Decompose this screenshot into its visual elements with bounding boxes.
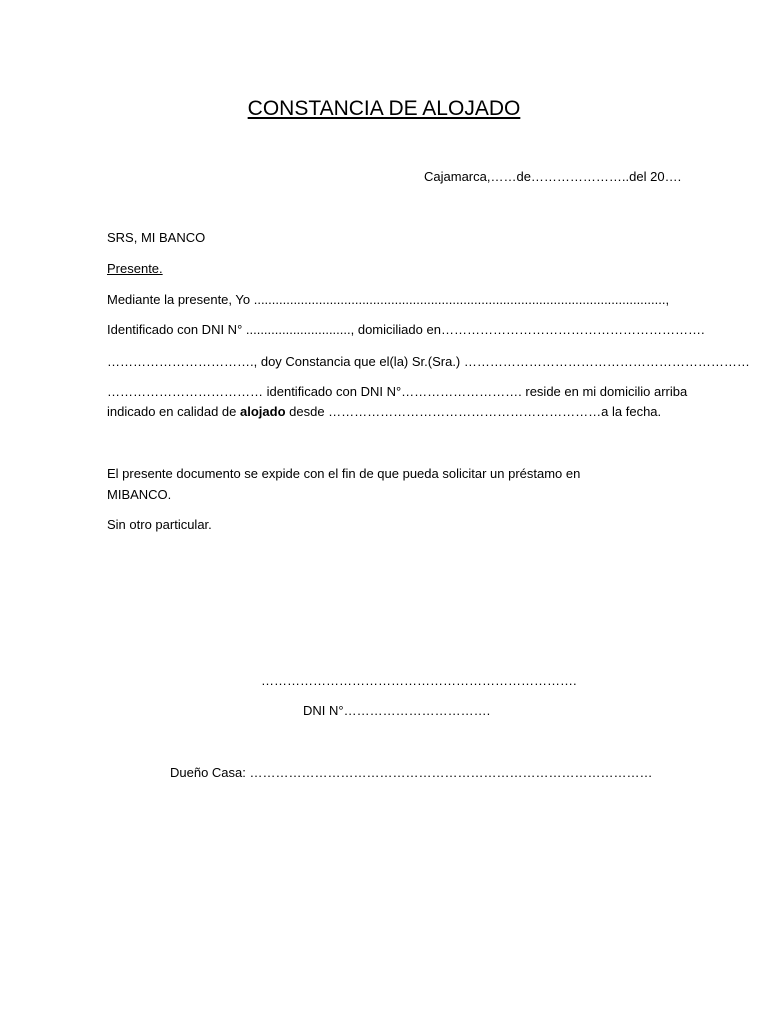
purpose-line-2: MIBANCO.: [107, 487, 172, 502]
body-line-5-after: desde ………………………………………………………a la fecha.: [285, 404, 662, 419]
alojado-term: alojado: [240, 404, 286, 419]
body-line-5-before: indicado en calidad de: [107, 404, 240, 419]
body-line-4: ……………………………… identificado con DNI N°………………………. reside en mi domicilio arriba: [107, 384, 688, 399]
body-line-2: Identificado con DNI N° ............................., domiciliado en…………………………………………………….: [107, 322, 705, 337]
body-line-1: Mediante la presente, Yo ..................................................................................................................,: [107, 292, 670, 307]
signature-line: ……………………………………………………………….: [261, 673, 577, 688]
body-line-5: [107, 403, 661, 421]
date-line: Cajamarca,……de…………………..del 20….: [424, 169, 682, 184]
recipient: SRS, MI BANCO: [107, 230, 206, 245]
closing: Sin otro particular.: [107, 517, 212, 532]
document-title: CONSTANCIA DE ALOJADO: [247, 97, 521, 120]
dni-field: DNI N°…………………………….: [303, 703, 491, 718]
owner-field: Dueño Casa: …………………………………………………………………………………: [170, 765, 653, 780]
body-line-3: ……………………………., doy Constancia que el(la) Sr.(Sra.) …………………………………………………………: [107, 354, 750, 369]
greeting: Presente.: [107, 261, 163, 276]
purpose-line-1: El presente documento se expide con el fin de que pueda solicitar un préstamo en: [107, 466, 581, 481]
